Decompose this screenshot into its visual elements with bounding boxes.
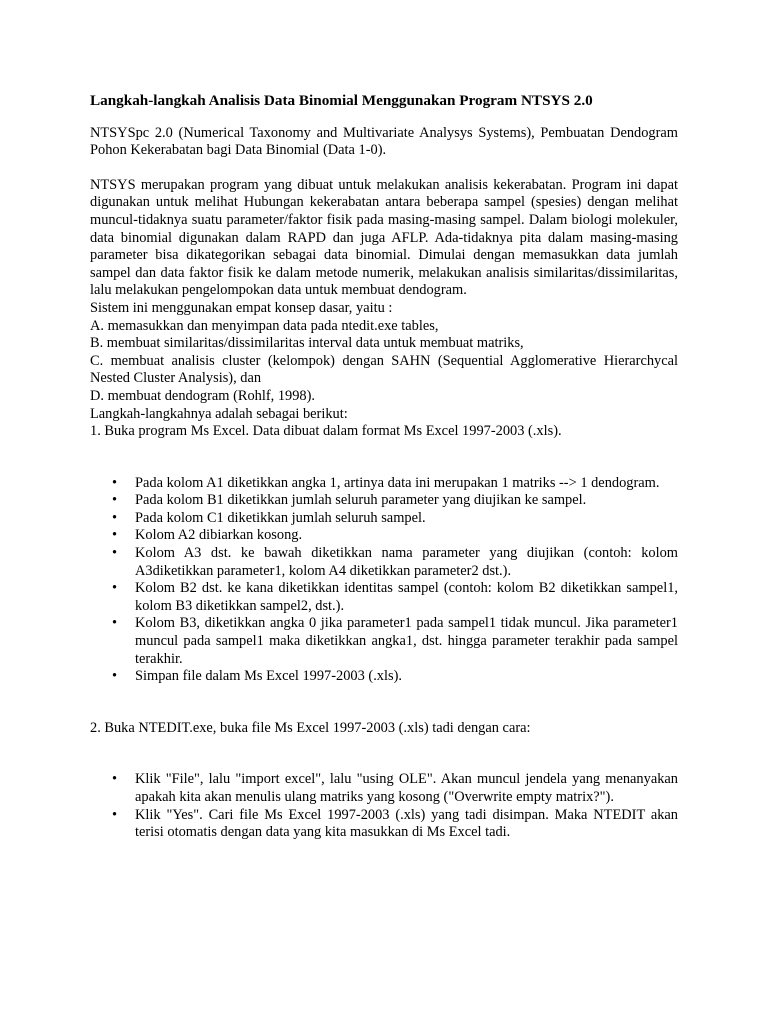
concepts-intro: Sistem ini menggunakan empat konsep dasar, yaitu : — [90, 299, 393, 316]
list-item: • Kolom B2 dst. ke kana diketikkan identitas sampel (contoh: kolom B2 diketikkan sampel1, kolom B3 diketikkan sampel2, dst.). — [112, 580, 678, 614]
bullet-icon: • — [112, 806, 118, 823]
bullet-icon: • — [112, 668, 118, 685]
bullet-icon: • — [112, 545, 118, 562]
step1-bullet-list — [90, 475, 678, 686]
document-page — [90, 92, 678, 842]
step2-bullet-list — [90, 771, 678, 841]
bullet-icon: • — [112, 492, 118, 509]
bullet-icon: • — [112, 474, 118, 491]
description-paragraph: NTSYS merupakan program yang dibuat untuk melakukan analisis kekerabatan. Program ini dapat digunakan untuk melihat Hubungan kekerabatan antara beberapa sampel (spesies) dengan melihat muncul-tidaknya suatu parameter/faktor fisik pada masing-masing sampel. Dalam biologi molekuler, data binomial digunakan dalam RAPD dan juga AFLP. Ada-tidaknya pita dalam masing-masing parameter bisa dikategorikan sebagai data binomial. Dimulai dengan memasukkan data jumlah sampel dan data faktor fisik ke dalam metode numerik, melakukan analisis similaritas/dissimilaritas, lalu melakukan pengelompokan data untuk membuat dendogram. — [90, 176, 678, 299]
bullet-icon: • — [112, 615, 118, 632]
document-title: Langkah-langkah Analisis Data Binomial Menggunakan Program NTSYS 2.0 — [90, 92, 593, 109]
bullet-icon: • — [112, 580, 118, 597]
steps-intro: Langkah-langkahnya adalah sebagai berikut: — [90, 405, 348, 422]
concept-item: C. membuat analisis cluster (kelompok) dengan SAHN (Sequential Agglomerative Hierarchycal Nested Cluster Analysis), dan — [90, 352, 678, 387]
concept-item: D. membuat dendogram (Rohlf, 1998). — [90, 387, 316, 404]
concept-item: A. memasukkan dan menyimpan data pada ntedit.exe tables, — [90, 317, 439, 334]
list-item: • Klik "Yes". Cari file Ms Excel 1997-2003 (.xls) yang tadi disimpan. Maka NTEDIT akan terisi otomatis dengan data yang kita masukkan di Ms Excel tadi. — [112, 806, 678, 841]
list-item: • Kolom A2 dibiarkan kosong. — [112, 527, 303, 544]
intro-paragraph: NTSYSpc 2.0 (Numerical Taxonomy and Multivariate Analysys Systems), Pembuatan Dendogram Pohon Kekerabatan bagi Data Binomial (Data 1-0). — [90, 124, 678, 159]
step2-heading: 2. Buka NTEDIT.exe, buka file Ms Excel 1997-2003 (.xls) tadi dengan cara: — [90, 719, 531, 736]
bullet-icon: • — [112, 527, 118, 544]
list-item: • Pada kolom A1 diketikkan angka 1, artinya data ini merupakan 1 matriks --> 1 dendogram. — [112, 474, 660, 491]
list-item: • Pada kolom C1 diketikkan jumlah seluruh sampel. — [112, 509, 426, 526]
list-item: • Kolom A3 dst. ke bawah diketikkan nama parameter yang diujikan (contoh: kolom A3diketikkan parameter1, kolom A4 diketikkan parameter2 dst.). — [112, 545, 678, 579]
step1-heading: 1. Buka program Ms Excel. Data dibuat dalam format Ms Excel 1997-2003 (.xls). — [90, 423, 562, 440]
concepts-list — [90, 318, 678, 406]
bullet-icon: • — [112, 509, 118, 526]
bullet-icon: • — [112, 771, 118, 788]
list-item: • Simpan file dalam Ms Excel 1997-2003 (.xls). — [112, 668, 402, 685]
concept-item: B. membuat similaritas/dissimilaritas interval data untuk membuat matriks, — [90, 335, 524, 352]
list-item: • Kolom B3, diketikkan angka 0 jika parameter1 pada sampel1 tidak muncul. Jika parameter1 muncul pada sampel1 maka diketikkan angka1, dst. hingga parameter terakhir pada sampel terakhir. — [112, 615, 678, 667]
list-item: • Pada kolom B1 diketikkan jumlah seluruh parameter yang diujikan ke sampel. — [112, 492, 587, 509]
list-item: • Klik "File", lalu "import excel", lalu "using OLE". Akan muncul jendela yang menanyakan apakah kita akan menulis ulang matriks yang kosong ("Overwrite empty matrix?"). — [112, 771, 678, 805]
